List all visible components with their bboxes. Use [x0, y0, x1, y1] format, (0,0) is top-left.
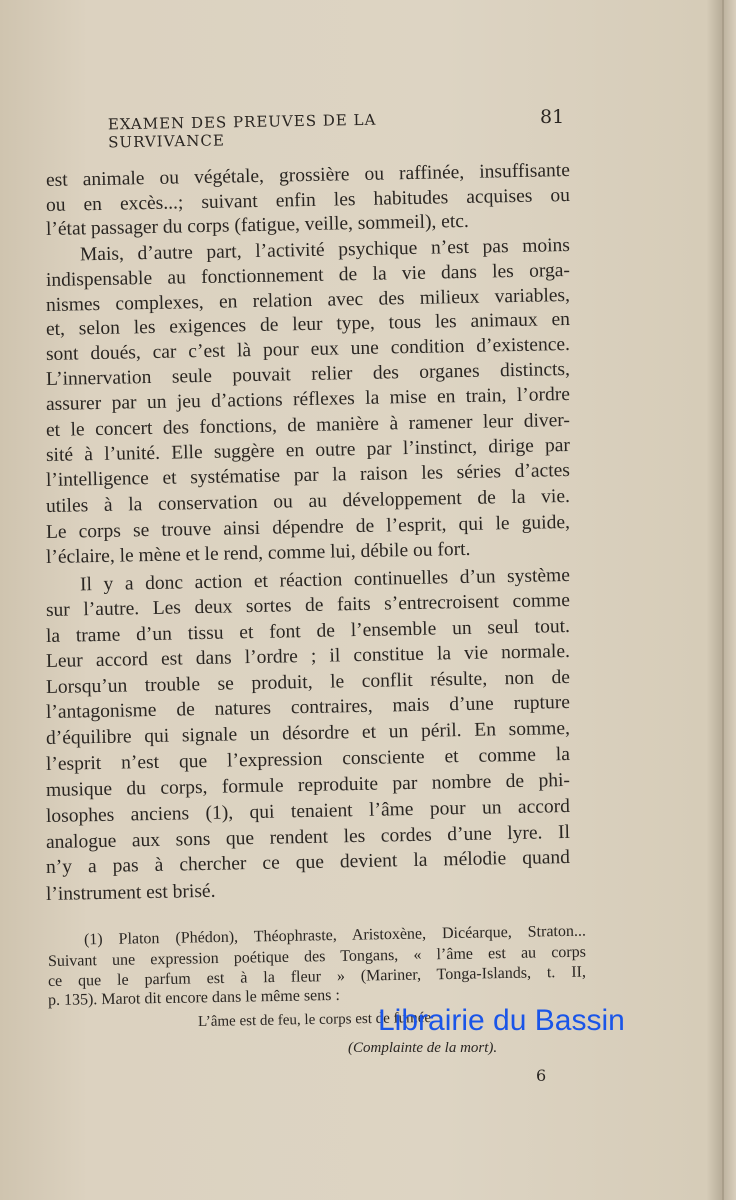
page-number: 81 — [540, 106, 565, 128]
body-line: nismes complexes, en relation avec des milieux variables, — [45, 284, 571, 316]
body-line: Il y a donc action et réaction continuelles d’un système — [79, 564, 571, 596]
verse-quote: L’âme est de feu, le corps est de fumée — [197, 1009, 432, 1031]
verse-source: (Complainte de la mort). — [348, 1040, 498, 1056]
body-line: L’innervation seule pouvait relier des organes distincts, — [45, 358, 571, 390]
watermark: Librairie du Bassin — [378, 1004, 625, 1037]
running-title: EXAMEN DES PREUVES DE LA SURVIVANCE — [107, 110, 377, 152]
body-line: l’antagonisme de natures contraires, mais d’une rupture — [45, 691, 571, 723]
body-line: l’éclaire, le mène et le rend, comme lui, débile ou fort. — [45, 538, 471, 568]
body-line: l’instrument est brisé. — [45, 880, 216, 905]
body-line: est animale ou végétale, grossière ou raffinée, insuffisante — [45, 159, 571, 191]
footnote-line: p. 135). Marot dit encore dans le même sens : — [47, 986, 341, 1009]
body-line: Lorsqu’un trouble se produit, le conflit résulte, non de — [45, 666, 571, 698]
body-line: Le corps se trouve ainsi dépendre de l’esprit, qui le guide, — [45, 511, 571, 543]
body-line: Leur accord est dans l’ordre ; il constitue la vie normale. — [45, 640, 571, 672]
footnote-line: ce que le parfum est à la fleur » (Mariner, Tonga-Islands, t. II, — [47, 963, 587, 990]
body-line: l’état passager du corps (fatigue, veille, sommeil), etc. — [45, 210, 470, 240]
page-edge — [722, 0, 724, 1200]
body-line: sur l’autre. Les deux sortes de faits s’entrecroisent comme — [45, 589, 571, 621]
body-line: sont doués, car c’est là pour eux une condition d’existence. — [45, 333, 571, 365]
body-line: utiles à la conservation ou au développement de la vie. — [45, 485, 571, 517]
body-line: la trame d’un tissu et font de l’ensemble un seul tout. — [45, 615, 571, 647]
body-line: ou en excès...; suivant enfin les habitudes acquises ou — [45, 184, 571, 216]
footnote-line: (1) Platon (Phédon), Théophraste, Aristoxène, Dicéarque, Straton... — [83, 922, 587, 949]
body-line: analogue aux sons que rendent les cordes d’une lyre. Il — [45, 821, 571, 853]
body-line: d’équilibre qui signale un désordre et un péril. En somme, — [45, 717, 571, 749]
body-line: n’y a pas à chercher ce que devient la mélodie quand — [45, 846, 571, 878]
body-line: sité à l’unité. Elle suggère en outre par l’instinct, dirige par — [45, 434, 571, 466]
body-line: musique du corps, formule reproduite par nombre de phi- — [45, 769, 571, 801]
body-line: assurer par un jeu d’actions réflexes la mise en train, l’ordre — [45, 383, 571, 415]
body-line: l’intelligence et systématise par la raison les séries d’actes — [45, 459, 571, 491]
body-line: et le concert des fonctions, de manière à ramener leur diver- — [45, 409, 571, 441]
body-line: indispensable au fonctionnement de la vie dans les orga- — [45, 259, 571, 291]
footnote-line: Suivant une expression poétique des Tongans, « l’âme est au corps — [47, 943, 587, 970]
body-line: et, selon les exigences de leur type, tous les animaux en — [45, 308, 571, 340]
body-line: l’esprit n’est que l’expression consciente et comme la — [45, 743, 571, 775]
body-line: losophes anciens (1), qui tenaient l’âme pour un accord — [45, 795, 571, 827]
signature-mark: 6 — [536, 1066, 547, 1085]
body-line: Mais, d’autre part, l’activité psychique n’est pas moins — [79, 234, 571, 266]
